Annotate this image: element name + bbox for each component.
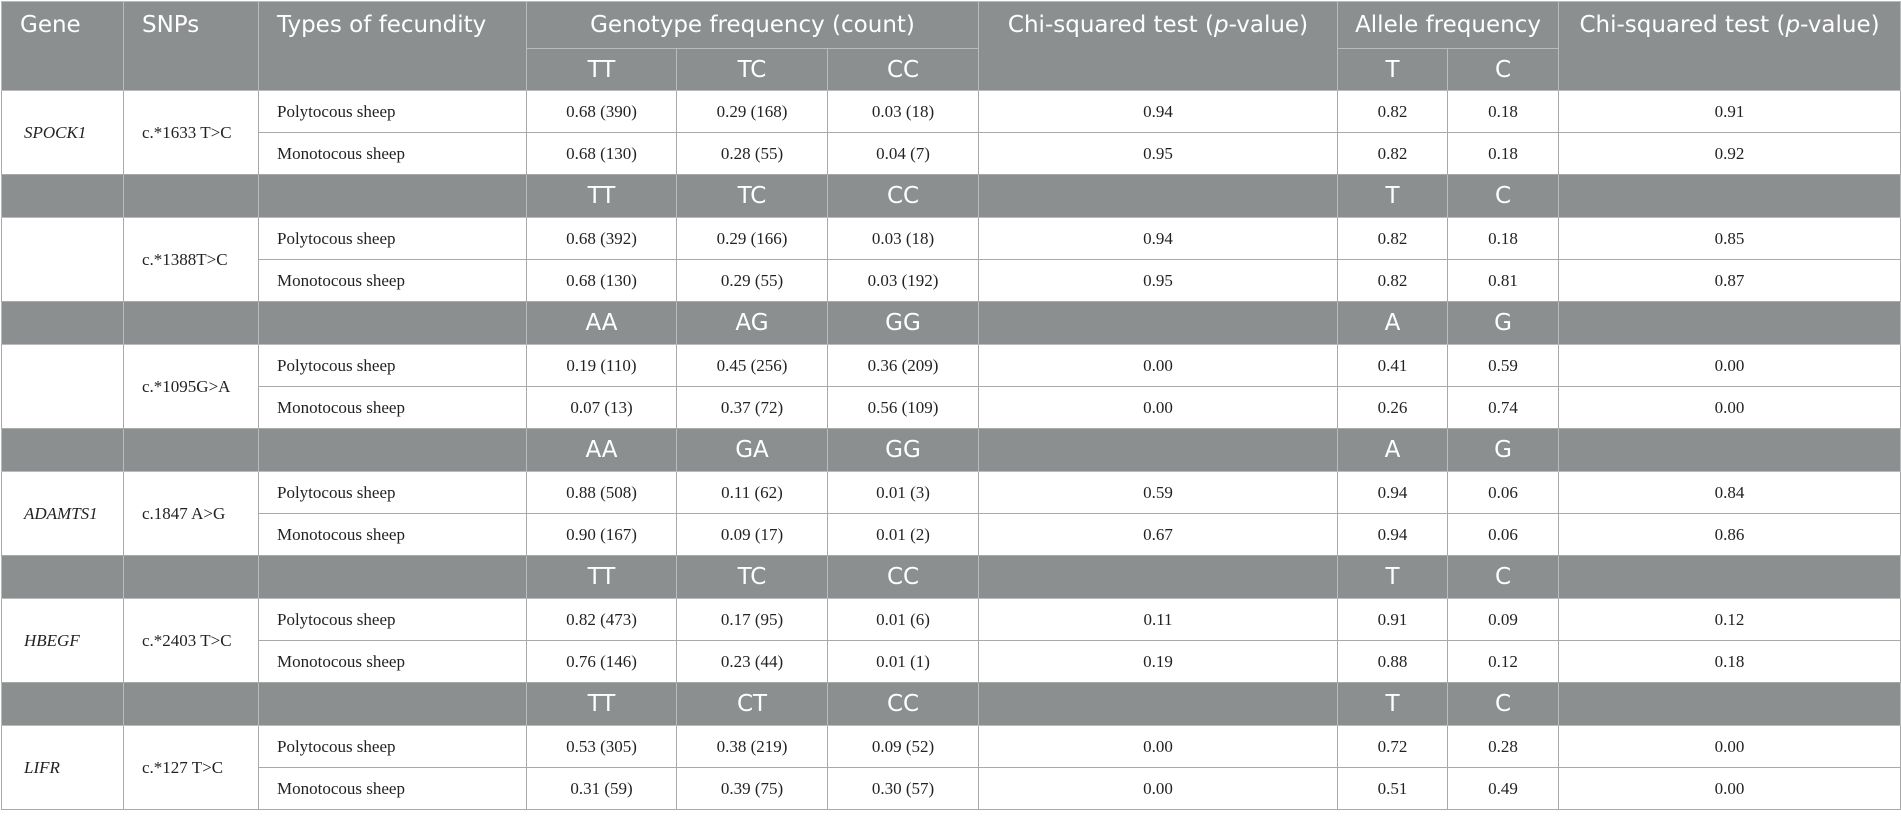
genotype-freq-3: 0.09 (52) — [828, 726, 979, 768]
table-row — [2, 133, 1901, 175]
chi-squared-genotype-value: 0.00 — [979, 768, 1338, 810]
chi-squared-allele-value: 0.00 — [1559, 726, 1901, 768]
genotype-label-row — [2, 556, 1901, 599]
genotype-label: TT — [527, 683, 677, 726]
allele-label: A — [1338, 429, 1448, 472]
chi-squared-genotype-value: 0.19 — [979, 641, 1338, 683]
allele-freq-2: 0.18 — [1448, 91, 1559, 133]
genotype-freq-3: 0.03 (18) — [828, 91, 979, 133]
table-row — [2, 218, 1901, 260]
table-body — [2, 2, 1901, 810]
sub-gene-cell — [2, 49, 124, 91]
chi-squared-allele-value: 0.18 — [1559, 641, 1901, 683]
chi-squared-genotype-value: 0.95 — [979, 133, 1338, 175]
genotype-label: AA — [527, 302, 677, 345]
sub-chi1-cell — [979, 302, 1338, 345]
allele-freq-1: 0.51 — [1338, 768, 1448, 810]
gene-name — [2, 345, 124, 429]
fecundity-type: Monotocous sheep — [259, 768, 527, 810]
genotype-freq-1: 0.68 (392) — [527, 218, 677, 260]
header-chi1-text: Chi-squared test ( — [1007, 12, 1214, 38]
allele-freq-2: 0.06 — [1448, 472, 1559, 514]
allele-freq-1: 0.82 — [1338, 133, 1448, 175]
genotype-freq-3: 0.36 (209) — [828, 345, 979, 387]
genotype-label: TT — [527, 175, 677, 218]
allele-label: A — [1338, 302, 1448, 345]
genotype-label: AG — [677, 302, 828, 345]
genotype-label: AA — [527, 429, 677, 472]
allele-freq-2: 0.12 — [1448, 641, 1559, 683]
chi-squared-genotype-value: 0.00 — [979, 345, 1338, 387]
allele-label: T — [1338, 683, 1448, 726]
allele-freq-1: 0.91 — [1338, 599, 1448, 641]
snp-name: c.*1633 T>C — [124, 91, 259, 175]
table-row — [2, 641, 1901, 683]
sub-chi1-cell — [979, 556, 1338, 599]
genotype-freq-2: 0.28 (55) — [677, 133, 828, 175]
genotype-freq-2: 0.11 (62) — [677, 472, 828, 514]
sub-chi1-cell — [979, 429, 1338, 472]
genotype-freq-3: 0.30 (57) — [828, 768, 979, 810]
allele-freq-2: 0.28 — [1448, 726, 1559, 768]
chi-squared-genotype-value: 0.59 — [979, 472, 1338, 514]
sub-chi2-cell — [1559, 556, 1901, 599]
table-row — [2, 514, 1901, 556]
genotype-freq-2: 0.29 (55) — [677, 260, 828, 302]
sub-type-cell — [259, 49, 527, 91]
chi-squared-allele-value: 0.92 — [1559, 133, 1901, 175]
sub-type-cell — [259, 175, 527, 218]
sub-chi1-cell — [979, 49, 1338, 91]
genotype-label-row — [2, 302, 1901, 345]
header-chi1-p: p — [1213, 12, 1229, 38]
genotype-label: TC — [677, 49, 828, 91]
chi-squared-allele-value: 0.00 — [1559, 345, 1901, 387]
sub-snp-cell — [124, 429, 259, 472]
genotype-label-row — [2, 683, 1901, 726]
genotype-label: CC — [828, 556, 979, 599]
genotype-freq-3: 0.56 (109) — [828, 387, 979, 429]
allele-freq-2: 0.18 — [1448, 218, 1559, 260]
sub-chi1-cell — [979, 175, 1338, 218]
genotype-freq-1: 0.68 (390) — [527, 91, 677, 133]
gene-name: ADAMTS1 — [2, 472, 124, 556]
allele-label: G — [1448, 302, 1559, 345]
allele-freq-1: 0.72 — [1338, 726, 1448, 768]
genotype-freq-3: 0.01 (1) — [828, 641, 979, 683]
fecundity-type: Polytocous sheep — [259, 472, 527, 514]
table-row — [2, 472, 1901, 514]
allele-freq-1: 0.82 — [1338, 260, 1448, 302]
snp-name: c.1847 A>G — [124, 472, 259, 556]
genotype-label-row — [2, 175, 1901, 218]
header-chi2-p: p — [1785, 12, 1801, 38]
header-chi-squared-allele — [1559, 2, 1901, 49]
genotype-label: TC — [677, 175, 828, 218]
chi-squared-allele-value: 0.12 — [1559, 599, 1901, 641]
genotype-label: CC — [828, 683, 979, 726]
allele-freq-1: 0.82 — [1338, 218, 1448, 260]
table-row — [2, 726, 1901, 768]
genotype-freq-3: 0.04 (7) — [828, 133, 979, 175]
sub-chi2-cell — [1559, 49, 1901, 91]
sub-gene-cell — [2, 302, 124, 345]
genotype-freq-2: 0.09 (17) — [677, 514, 828, 556]
sub-chi2-cell — [1559, 683, 1901, 726]
chi-squared-genotype-value: 0.95 — [979, 260, 1338, 302]
allele-freq-1: 0.94 — [1338, 514, 1448, 556]
allele-freq-2: 0.06 — [1448, 514, 1559, 556]
allele-freq-2: 0.49 — [1448, 768, 1559, 810]
gene-name: HBEGF — [2, 599, 124, 683]
allele-freq-2: 0.59 — [1448, 345, 1559, 387]
table-row — [2, 599, 1901, 641]
chi-squared-allele-value: 0.84 — [1559, 472, 1901, 514]
sub-chi2-cell — [1559, 175, 1901, 218]
allele-freq-1: 0.94 — [1338, 472, 1448, 514]
header-chi2-suffix: -value) — [1800, 12, 1880, 38]
genotype-label: TC — [677, 556, 828, 599]
fecundity-type: Polytocous sheep — [259, 91, 527, 133]
header-chi-squared-genotype — [979, 2, 1338, 49]
fecundity-type: Monotocous sheep — [259, 133, 527, 175]
chi-squared-genotype-value: 0.67 — [979, 514, 1338, 556]
allele-freq-1: 0.88 — [1338, 641, 1448, 683]
allele-label: G — [1448, 429, 1559, 472]
header-row — [2, 2, 1901, 49]
genotype-freq-2: 0.29 (166) — [677, 218, 828, 260]
sub-snp-cell — [124, 302, 259, 345]
chi-squared-genotype-value: 0.00 — [979, 726, 1338, 768]
snp-name: c.*127 T>C — [124, 726, 259, 810]
genotype-freq-3: 0.01 (3) — [828, 472, 979, 514]
genotype-label: CT — [677, 683, 828, 726]
header-gene: Gene — [2, 2, 124, 49]
sub-chi1-cell — [979, 683, 1338, 726]
genotype-freq-3: 0.03 (192) — [828, 260, 979, 302]
genotype-label: CC — [828, 175, 979, 218]
allele-freq-1: 0.26 — [1338, 387, 1448, 429]
genotype-freq-2: 0.29 (168) — [677, 91, 828, 133]
genotype-freq-2: 0.23 (44) — [677, 641, 828, 683]
genotype-freq-3: 0.03 (18) — [828, 218, 979, 260]
sub-gene-cell — [2, 175, 124, 218]
genotype-freq-1: 0.68 (130) — [527, 260, 677, 302]
genotype-freq-2: 0.45 (256) — [677, 345, 828, 387]
fecundity-type: Monotocous sheep — [259, 387, 527, 429]
sub-chi2-cell — [1559, 429, 1901, 472]
header-types: Types of fecundity — [259, 2, 527, 49]
fecundity-type: Polytocous sheep — [259, 599, 527, 641]
fecundity-type: Monotocous sheep — [259, 641, 527, 683]
fecundity-type: Polytocous sheep — [259, 218, 527, 260]
allele-freq-2: 0.18 — [1448, 133, 1559, 175]
allele-label: C — [1448, 49, 1559, 91]
header-chi1-suffix: -value) — [1228, 12, 1309, 38]
genotype-freq-2: 0.17 (95) — [677, 599, 828, 641]
allele-freq-2: 0.09 — [1448, 599, 1559, 641]
table-row — [2, 260, 1901, 302]
chi-squared-allele-value: 0.00 — [1559, 768, 1901, 810]
snp-name: c.*1095G>A — [124, 345, 259, 429]
sub-snp-cell — [124, 49, 259, 91]
genotype-table — [1, 1, 1901, 810]
genotype-freq-1: 0.76 (146) — [527, 641, 677, 683]
table-row — [2, 345, 1901, 387]
header-snps: SNPs — [124, 2, 259, 49]
genotype-label: TT — [527, 556, 677, 599]
allele-label: T — [1338, 175, 1448, 218]
chi-squared-allele-value: 0.87 — [1559, 260, 1901, 302]
snp-name: c.*1388T>C — [124, 218, 259, 302]
allele-label: T — [1338, 556, 1448, 599]
chi-squared-allele-value: 0.00 — [1559, 387, 1901, 429]
allele-label: C — [1448, 556, 1559, 599]
genotype-label: CC — [828, 49, 979, 91]
header-allele-frequency: Allele frequency — [1338, 2, 1559, 49]
allele-label: C — [1448, 683, 1559, 726]
allele-label: C — [1448, 175, 1559, 218]
sub-gene-cell — [2, 429, 124, 472]
allele-freq-1: 0.82 — [1338, 91, 1448, 133]
genotype-label-row — [2, 429, 1901, 472]
allele-freq-1: 0.41 — [1338, 345, 1448, 387]
header-subrow — [2, 49, 1901, 91]
genotype-freq-2: 0.39 (75) — [677, 768, 828, 810]
allele-freq-2: 0.81 — [1448, 260, 1559, 302]
sub-snp-cell — [124, 556, 259, 599]
chi-squared-allele-value: 0.86 — [1559, 514, 1901, 556]
chi-squared-allele-value: 0.85 — [1559, 218, 1901, 260]
genotype-label: TT — [527, 49, 677, 91]
allele-freq-2: 0.74 — [1448, 387, 1559, 429]
fecundity-type: Polytocous sheep — [259, 726, 527, 768]
sub-type-cell — [259, 302, 527, 345]
sub-type-cell — [259, 429, 527, 472]
chi-squared-genotype-value: 0.94 — [979, 91, 1338, 133]
chi-squared-genotype-value: 0.94 — [979, 218, 1338, 260]
gene-name: SPOCK1 — [2, 91, 124, 175]
genotype-label: GA — [677, 429, 828, 472]
fecundity-type: Polytocous sheep — [259, 345, 527, 387]
sub-chi2-cell — [1559, 302, 1901, 345]
genotype-freq-1: 0.68 (130) — [527, 133, 677, 175]
snp-name: c.*2403 T>C — [124, 599, 259, 683]
fecundity-type: Monotocous sheep — [259, 514, 527, 556]
genotype-freq-1: 0.82 (473) — [527, 599, 677, 641]
genotype-freq-3: 0.01 (6) — [828, 599, 979, 641]
table-row — [2, 768, 1901, 810]
chi-squared-genotype-value: 0.11 — [979, 599, 1338, 641]
gene-name: LIFR — [2, 726, 124, 810]
header-genotype-frequency: Genotype frequency (count) — [527, 2, 979, 49]
genotype-freq-1: 0.19 (110) — [527, 345, 677, 387]
sub-snp-cell — [124, 683, 259, 726]
header-chi2-text: Chi-squared test ( — [1579, 12, 1786, 38]
genotype-freq-3: 0.01 (2) — [828, 514, 979, 556]
sub-gene-cell — [2, 683, 124, 726]
sub-snp-cell — [124, 175, 259, 218]
fecundity-type: Monotocous sheep — [259, 260, 527, 302]
genotype-freq-1: 0.53 (305) — [527, 726, 677, 768]
genotype-label: GG — [828, 429, 979, 472]
genotype-freq-1: 0.31 (59) — [527, 768, 677, 810]
chi-squared-genotype-value: 0.00 — [979, 387, 1338, 429]
genotype-label: GG — [828, 302, 979, 345]
gene-name — [2, 218, 124, 302]
table-row — [2, 91, 1901, 133]
chi-squared-allele-value: 0.91 — [1559, 91, 1901, 133]
sub-type-cell — [259, 556, 527, 599]
allele-label: T — [1338, 49, 1448, 91]
genotype-freq-1: 0.07 (13) — [527, 387, 677, 429]
table-row — [2, 387, 1901, 429]
genotype-freq-2: 0.37 (72) — [677, 387, 828, 429]
genotype-freq-1: 0.90 (167) — [527, 514, 677, 556]
sub-type-cell — [259, 683, 527, 726]
genotype-freq-2: 0.38 (219) — [677, 726, 828, 768]
genotype-freq-1: 0.88 (508) — [527, 472, 677, 514]
sub-gene-cell — [2, 556, 124, 599]
